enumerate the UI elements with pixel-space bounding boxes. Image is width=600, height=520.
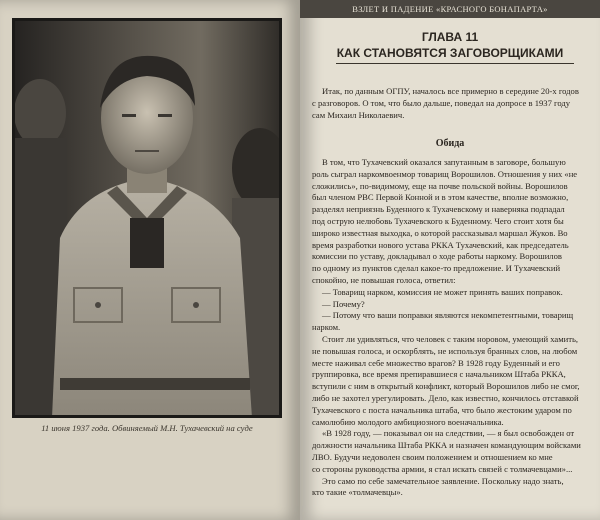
text-line: не повышая голоса, и оскорблять, не используя бранных слов, на любом [312, 345, 578, 356]
text-line: самолюбию молодого амбициозного военачальника. [312, 416, 504, 427]
text-line: роль сыграл наркомвоенмор товарищ Ворошилов. Отношения у них «не [312, 168, 578, 179]
photo-illustration [12, 18, 282, 418]
text-line: Тухачевского с поста начальника штаба, что было жестоким ударом по [312, 404, 572, 415]
text-line: Стоит ли удивляться, что человек с таким норовом, умеющий хамить, [322, 333, 579, 344]
text-line: сам Михаил Николаевич. [312, 109, 405, 120]
text-line: с разговоров. О том, что было дальше, поведал на допросе в 1937 году [312, 97, 571, 108]
archival-photo [12, 18, 282, 418]
text-line: кто такие «толмачевцы». [312, 487, 403, 498]
text-line: комиссии по уставу, докладывал о ходе работы наркому. Ворошилов [312, 251, 562, 262]
text-line: Итак, по данным ОГПУ, началось все примерно в середине 20-х годов [322, 86, 579, 96]
text-line: под острую нелюбовь Тухачевского к Буденному. Чего стоит хотя бы [312, 215, 564, 226]
dialogue-line: — Товарищ нарком, комиссия не может принять ваших поправок. [322, 286, 563, 297]
text-line: месте наживал себе множество врагов? В 1928 году Буденный и его [312, 357, 560, 368]
text-line: группировка, все время препиравшиеся с начальником Штаба РККА, [312, 369, 566, 380]
quote-line: должности начальника Штаба РККА и назначен командующим войсками [312, 440, 581, 451]
text-line: Это само по себе замечательное заявление. Поскольку надо знать, [322, 475, 564, 486]
text-line: вступили с ним в открытый конфликт, который Ворошилов либо не смог, [312, 381, 580, 392]
title-rule [336, 63, 574, 64]
text-line: по одному из пунктов сделал какое-то предложение. И Тухачевский [312, 263, 561, 274]
quote-line: ЛВО. Будучи недоволен своим положением и отношением ко мне [312, 451, 553, 462]
intro-paragraph [312, 86, 588, 121]
text-line: спокойно, не повышая голоса, ответил: [312, 274, 456, 285]
text-line: либо не захотел урегулировать. Дело, как известно, кончилось отставкой [312, 392, 579, 403]
text-line: сложились», по-видимому, еще на почве польской войны. Ворошилов [312, 180, 568, 191]
running-head: ВЗЛЕТ И ПАДЕНИЕ «КРАСНОГО БОНАПАРТА» [300, 0, 600, 18]
text-line: нарком. [312, 322, 341, 333]
quote-line: «В 1928 году, — показывал он на следствии, — я был освобожден от [322, 428, 575, 439]
text-line: был членом РВС Первой Конной и в этом качестве, вполне возможно, [312, 192, 569, 203]
quote-line: со стороны руководства армии, я стал искать связей с толмачевцами»... [312, 463, 573, 474]
photo-caption: 11 июня 1937 года. Обвиняемый М.Н. Тухачевский на суде [41, 423, 253, 433]
text-line: широко известная выходка, о которой рассказывал маршал Жуков. Во [312, 227, 568, 238]
body-text [312, 157, 588, 499]
chapter-number: ГЛАВА 11 [421, 30, 479, 44]
text-line: В том, что Тухачевский оказался запутанным в заговоре, большую [322, 157, 566, 167]
right-page [300, 0, 600, 520]
chapter-title: КАК СТАНОВЯТСЯ ЗАГОВОРЩИКАМИ [336, 46, 564, 60]
dialogue-line: — Потому что ваши поправки являются некомпетентными, товарищ [322, 310, 574, 321]
text-line: разделял неприязнь Буденного к Тухачевскому и наверняка подпадал [312, 204, 565, 215]
text-line: время разработки нового устава РККА Тухачевский, как председатель [312, 239, 569, 250]
section-heading: Обида [435, 138, 465, 149]
dialogue-line: — Почему? [322, 298, 365, 309]
